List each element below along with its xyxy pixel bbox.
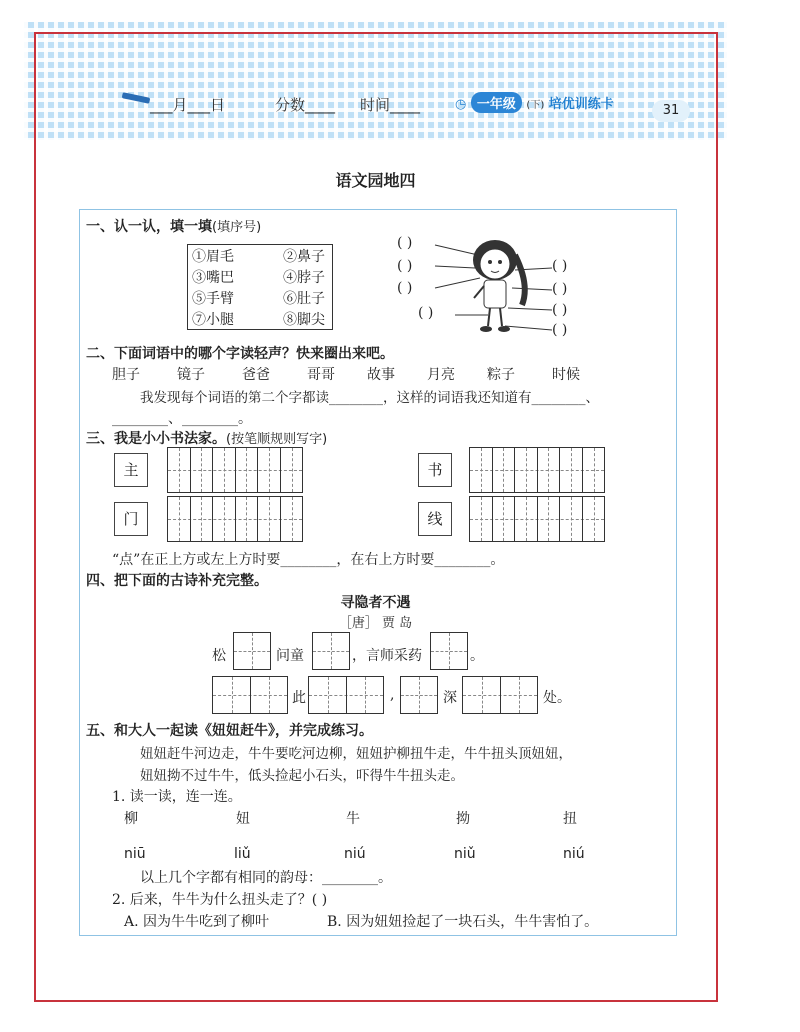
model-char-box: 主	[114, 453, 148, 487]
poem-author: ［唐］ 贾 岛	[338, 616, 413, 631]
writing-grid[interactable]	[469, 447, 605, 493]
poem-text: 。	[470, 648, 484, 664]
char-item[interactable]: 扭	[563, 811, 577, 827]
section1-heading	[86, 216, 261, 236]
poem-text: 松	[212, 648, 226, 664]
pinyin-item[interactable]: niū	[124, 846, 146, 862]
word-item[interactable]: 月亮	[427, 367, 455, 383]
part-item: ③嘴巴	[192, 270, 234, 286]
char-item[interactable]: 拗	[456, 811, 470, 827]
word-item[interactable]: 粽子	[487, 367, 515, 383]
part-item: ②鼻子	[283, 249, 325, 265]
poem-text: 深	[443, 690, 457, 706]
part-item: ⑦小腿	[192, 312, 234, 328]
term-label: (下)	[526, 100, 545, 111]
page-number: 31	[652, 100, 690, 122]
section3-title: 三、我是小小书法家。	[86, 431, 226, 447]
answer-paren[interactable]: ( )	[552, 322, 568, 338]
word-item[interactable]: 胆子	[112, 367, 140, 383]
poem-blank-box[interactable]	[462, 676, 538, 714]
pinyin-item[interactable]: liǔ	[234, 846, 251, 862]
char-item[interactable]: 妞	[236, 811, 250, 827]
passage-line2: 妞妞拗不过牛牛，低头捡起小石头，吓得牛牛扭头走。	[140, 768, 464, 784]
poem-text: 问童	[276, 648, 304, 664]
section4-heading: 四、把下面的古诗补充完整。	[86, 573, 268, 589]
time-field: 时间____	[360, 96, 421, 114]
pinyin-item[interactable]: niú	[563, 846, 585, 862]
section1-note: (填序号)	[212, 220, 262, 235]
word-item[interactable]: 时候	[552, 367, 580, 383]
poem-blank-box[interactable]	[212, 676, 288, 714]
brand-badge	[455, 92, 614, 113]
poem-text: ,	[390, 687, 395, 703]
score-field: 分数____	[275, 96, 336, 114]
part-item: ①眉毛	[192, 249, 234, 265]
section3-sentence: “点”在正上方或左上方时要________，在右上方时要________。	[112, 552, 505, 568]
question-1b: 以上几个字都有相同的韵母：________。	[140, 870, 392, 886]
section3-note: (按笔顺规则写字)	[226, 432, 328, 447]
clock-icon: ◷	[455, 97, 467, 112]
section2-line2: ________、________。	[112, 411, 252, 427]
section1-title: 一、认一认，填一填	[86, 219, 212, 235]
section5-heading: 五、和大人一起读《妞妞赶牛》，并完成练习。	[86, 723, 373, 739]
answer-paren[interactable]: ( )	[418, 305, 434, 321]
answer-paren[interactable]: ( )	[397, 280, 413, 296]
part-item: ⑤手臂	[192, 291, 234, 307]
char-item[interactable]: 牛	[346, 811, 360, 827]
poem-text: 处。	[543, 690, 571, 706]
grade-badge: 一年级	[471, 92, 522, 113]
date-field: ___月___日	[150, 96, 226, 114]
char-item[interactable]: 柳	[124, 811, 138, 827]
word-item[interactable]: 哥哥	[307, 367, 335, 383]
section3-heading	[86, 428, 327, 448]
writing-grid[interactable]	[469, 496, 605, 542]
word-item[interactable]: 镜子	[177, 367, 205, 383]
writing-grid[interactable]	[167, 496, 303, 542]
poem-blank-box[interactable]	[312, 632, 350, 670]
part-item: ⑧脚尖	[283, 312, 325, 328]
writing-grid[interactable]	[167, 447, 303, 493]
poem-blank-box[interactable]	[400, 676, 438, 714]
poem-blank-box[interactable]	[430, 632, 468, 670]
poem-title: 寻隐者不遇	[340, 595, 411, 611]
section2-line1: 我发现每个词语的第二个字都读________，这样的词语我还知道有________、	[140, 390, 599, 406]
pinyin-item[interactable]: niú	[344, 846, 366, 862]
girl-illustration	[430, 230, 560, 340]
option-a[interactable]: A. 因为牛牛吃到了柳叶	[124, 914, 270, 930]
question-2: 2. 后来，牛牛为什么扭头走了？( )	[112, 892, 328, 908]
poem-blank-box[interactable]	[233, 632, 271, 670]
body-parts-table	[187, 244, 333, 330]
part-item: ⑥肚子	[283, 291, 325, 307]
poem-blank-box[interactable]	[308, 676, 384, 714]
answer-paren[interactable]: ( )	[552, 302, 568, 318]
section2-heading: 二、下面词语中的哪个字读轻声？快来圈出来吧。	[86, 346, 394, 362]
girl-figure	[473, 240, 525, 332]
answer-paren[interactable]: ( )	[397, 235, 413, 251]
answer-paren[interactable]: ( )	[552, 258, 568, 274]
model-char-box: 书	[418, 453, 452, 487]
model-char-box: 门	[114, 502, 148, 536]
question-1: 1. 读一读，连一连。	[112, 789, 242, 805]
option-b[interactable]: B. 因为妞妞捡起了一块石头，牛牛害怕了。	[327, 914, 599, 930]
part-item: ④脖子	[283, 270, 325, 286]
poem-text: 此	[292, 690, 306, 706]
model-char-box: 线	[418, 502, 452, 536]
pinyin-item[interactable]: niǔ	[454, 846, 476, 862]
page-title: 语文园地四	[335, 171, 416, 190]
answer-paren[interactable]: ( )	[397, 258, 413, 274]
poem-text: ，言师采药	[352, 648, 422, 664]
word-item[interactable]: 故事	[367, 367, 395, 383]
passage-line1: 妞妞赶牛河边走，牛牛要吃河边柳，妞妞护柳扭牛走，牛牛扭头顶妞妞，	[140, 746, 572, 762]
brand-label: 培优训练卡	[548, 97, 614, 112]
answer-paren[interactable]: ( )	[552, 281, 568, 297]
word-item[interactable]: 爸爸	[242, 367, 270, 383]
